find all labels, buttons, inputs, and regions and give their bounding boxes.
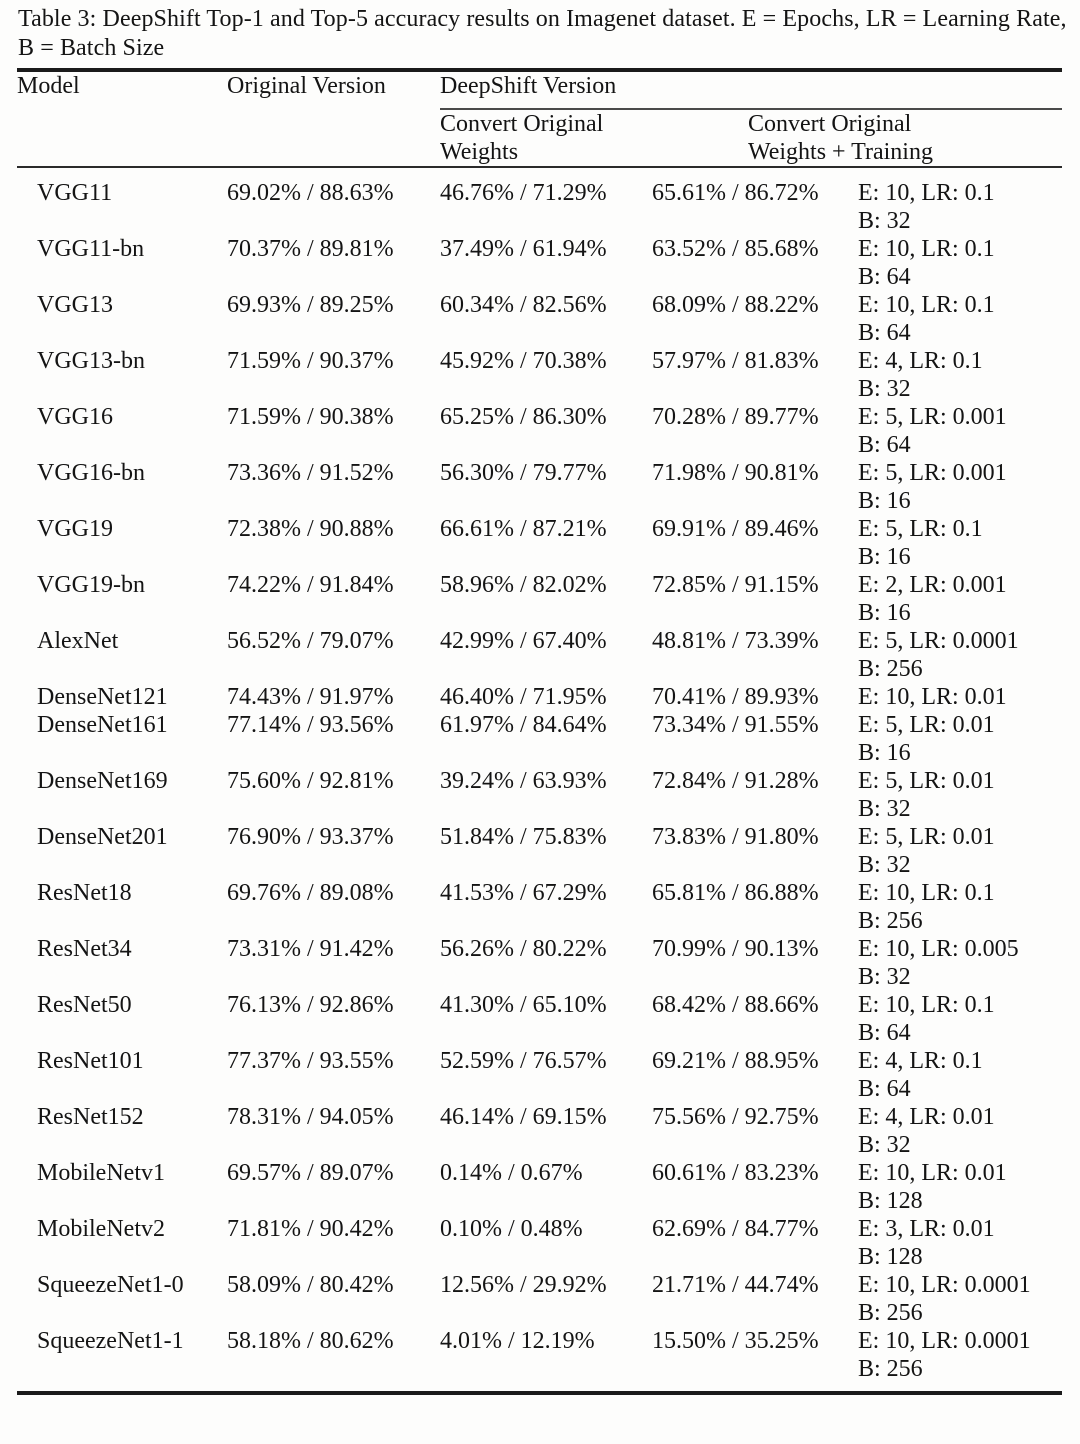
table-row (17, 515, 1062, 571)
document-page (0, 5, 1080, 1395)
col-header-convert-weights-training (652, 109, 1062, 167)
model-cell: ResNet101 (37, 1048, 144, 1074)
convert-train-cell: 73.83% / 91.80% (652, 824, 819, 850)
hyperparams-cell (858, 1271, 1062, 1327)
hyper-line-batch: B: 32 (858, 208, 911, 234)
hyper-line-batch: B: 32 (858, 964, 911, 990)
model-cell: VGG19-bn (37, 572, 145, 598)
original-version-cell: 77.14% / 93.56% (227, 712, 394, 738)
hyper-line-batch: B: 16 (858, 488, 911, 514)
hyper-line-batch: B: 256 (858, 908, 923, 934)
convert-weights-cell: 46.40% / 71.95% (440, 684, 607, 710)
hyper-line-batch: B: 128 (858, 1244, 923, 1270)
model-cell: SqueezeNet1-0 (37, 1272, 184, 1298)
convert-weights-cell: 56.30% / 79.77% (440, 460, 607, 486)
hyper-line-epochs-lr: E: 10, LR: 0.01 (858, 1160, 1007, 1186)
table-row (17, 403, 1062, 459)
convert-train-cell: 69.91% / 89.46% (652, 516, 819, 542)
original-version-cell: 74.43% / 91.97% (227, 684, 394, 710)
hyper-line-batch: B: 32 (858, 376, 911, 402)
hyperparams-cell (858, 403, 1062, 459)
convert-weights-cell: 41.53% / 67.29% (440, 880, 607, 906)
convert-weights-cell: 60.34% / 82.56% (440, 292, 607, 318)
original-version-cell: 77.37% / 93.55% (227, 1048, 394, 1074)
original-version-cell: 58.09% / 80.42% (227, 1272, 394, 1298)
convert-train-cell: 75.56% / 92.75% (652, 1104, 819, 1130)
hyper-line-epochs-lr: E: 10, LR: 0.1 (858, 292, 995, 318)
hyper-line-epochs-lr: E: 10, LR: 0.0001 (858, 1328, 1031, 1354)
table-row (17, 571, 1062, 627)
convert-train-cell: 65.81% / 86.88% (652, 880, 819, 906)
original-version-cell: 72.38% / 90.88% (227, 516, 394, 542)
model-cell: MobileNetv1 (37, 1160, 165, 1186)
convert-weights-cell: 46.14% / 69.15% (440, 1104, 607, 1130)
convert-weights-cell: 66.61% / 87.21% (440, 516, 607, 542)
hyperparams-cell (858, 459, 1062, 515)
convert-weights-cell: 12.56% / 29.92% (440, 1272, 607, 1298)
convert-train-cell: 65.61% / 86.72% (652, 180, 819, 206)
convert-weights-cell: 45.92% / 70.38% (440, 348, 607, 374)
hyper-line-epochs-lr: E: 4, LR: 0.1 (858, 348, 983, 374)
model-cell: ResNet152 (37, 1104, 144, 1130)
model-cell: MobileNetv2 (37, 1216, 165, 1242)
table-body (17, 167, 1062, 1393)
model-cell: VGG19 (37, 516, 113, 542)
hyperparams-cell (858, 1103, 1062, 1159)
hyper-line-epochs-lr: E: 10, LR: 0.01 (858, 684, 1007, 710)
original-version-cell: 78.31% / 94.05% (227, 1104, 394, 1130)
table-row (17, 1215, 1062, 1271)
hyperparams-cell (858, 1047, 1062, 1103)
original-version-cell: 69.76% / 89.08% (227, 880, 394, 906)
hyper-line-epochs-lr: E: 10, LR: 0.1 (858, 236, 995, 262)
hyper-line-epochs-lr: E: 5, LR: 0.001 (858, 460, 1007, 486)
col-header-model: Model (17, 70, 227, 167)
header-row-groups (17, 70, 1062, 109)
hyper-line-epochs-lr: E: 10, LR: 0.1 (858, 880, 995, 906)
hyper-line-batch: B: 64 (858, 1076, 911, 1102)
model-cell: DenseNet121 (37, 684, 168, 710)
col-header-convert-weights-training-label: Convert Original Weights + Training (748, 111, 933, 165)
table-row (17, 1271, 1062, 1327)
table-row (17, 711, 1062, 767)
table-row (17, 935, 1062, 991)
model-cell: DenseNet201 (37, 824, 168, 850)
model-cell: DenseNet169 (37, 768, 168, 794)
col-header-deepshift-version: DeepShift Version (440, 70, 1062, 109)
convert-train-cell: 60.61% / 83.23% (652, 1160, 819, 1186)
hyper-line-batch: B: 256 (858, 656, 923, 682)
model-cell: DenseNet161 (37, 712, 168, 738)
hyper-line-batch: B: 256 (858, 1300, 923, 1326)
convert-train-cell: 70.28% / 89.77% (652, 404, 819, 430)
model-cell: ResNet34 (37, 936, 132, 962)
model-cell: VGG11 (37, 180, 113, 206)
hyper-line-epochs-lr: E: 3, LR: 0.01 (858, 1216, 995, 1242)
model-cell: VGG16 (37, 404, 113, 430)
hyper-line-epochs-lr: E: 5, LR: 0.0001 (858, 628, 1019, 654)
hyperparams-cell (858, 823, 1062, 879)
convert-weights-cell: 42.99% / 67.40% (440, 628, 607, 654)
table-row (17, 627, 1062, 683)
hyperparams-cell (858, 767, 1062, 823)
table-header (17, 70, 1062, 167)
original-version-cell: 75.60% / 92.81% (227, 768, 394, 794)
hyperparams-cell (858, 627, 1062, 683)
hyper-line-epochs-lr: E: 5, LR: 0.01 (858, 824, 995, 850)
table-row (17, 167, 1062, 235)
hyperparams-cell (858, 347, 1062, 403)
hyper-line-epochs-lr: E: 4, LR: 0.01 (858, 1104, 995, 1130)
hyper-line-batch: B: 32 (858, 796, 911, 822)
convert-weights-cell: 52.59% / 76.57% (440, 1048, 607, 1074)
convert-train-cell: 63.52% / 85.68% (652, 236, 819, 262)
table-row (17, 1159, 1062, 1215)
hyper-line-batch: B: 32 (858, 852, 911, 878)
table-row (17, 347, 1062, 403)
table-row (17, 1103, 1062, 1159)
hyperparams-cell (858, 235, 1062, 291)
hyper-line-batch: B: 64 (858, 264, 911, 290)
convert-weights-cell: 51.84% / 75.83% (440, 824, 607, 850)
hyper-line-epochs-lr: E: 5, LR: 0.1 (858, 516, 983, 542)
col-header-convert-weights-label: Convert Original Weights (440, 111, 604, 165)
convert-weights-cell: 0.14% / 0.67% (440, 1160, 583, 1186)
hyper-line-batch: B: 128 (858, 1188, 923, 1214)
original-version-cell: 76.13% / 92.86% (227, 992, 394, 1018)
convert-weights-cell: 58.96% / 82.02% (440, 572, 607, 598)
convert-train-cell: 57.97% / 81.83% (652, 348, 819, 374)
hyperparams-cell (858, 1159, 1062, 1215)
model-cell: VGG13-bn (37, 348, 145, 374)
hyper-line-epochs-lr: E: 10, LR: 0.1 (858, 992, 995, 1018)
model-cell: SqueezeNet1-1 (37, 1328, 184, 1354)
hyper-line-batch: B: 16 (858, 544, 911, 570)
hyper-line-batch: B: 256 (858, 1356, 923, 1382)
hyperparams-cell (858, 167, 1062, 235)
convert-train-cell: 62.69% / 84.77% (652, 1216, 819, 1242)
hyper-line-epochs-lr: E: 10, LR: 0.0001 (858, 1272, 1031, 1298)
hyperparams-cell (858, 291, 1062, 347)
convert-train-cell: 70.99% / 90.13% (652, 936, 819, 962)
hyper-line-batch: B: 32 (858, 1132, 911, 1158)
hyper-line-batch: B: 16 (858, 740, 911, 766)
hyperparams-cell (858, 991, 1062, 1047)
hyperparams-cell (858, 683, 1062, 711)
hyperparams-cell (858, 711, 1062, 767)
hyperparams-cell (858, 515, 1062, 571)
hyper-line-epochs-lr: E: 5, LR: 0.001 (858, 404, 1007, 430)
convert-weights-cell: 37.49% / 61.94% (440, 236, 607, 262)
convert-train-cell: 68.42% / 88.66% (652, 992, 819, 1018)
table-row (17, 459, 1062, 515)
hyperparams-cell (858, 935, 1062, 991)
convert-train-cell: 21.71% / 44.74% (652, 1272, 819, 1298)
convert-weights-cell: 4.01% / 12.19% (440, 1328, 595, 1354)
model-cell: ResNet50 (37, 992, 132, 1018)
original-version-cell: 73.31% / 91.42% (227, 936, 394, 962)
hyper-line-epochs-lr: E: 4, LR: 0.1 (858, 1048, 983, 1074)
table-row (17, 683, 1062, 711)
hyperparams-cell (858, 879, 1062, 935)
convert-weights-cell: 56.26% / 80.22% (440, 936, 607, 962)
hyper-line-epochs-lr: E: 2, LR: 0.001 (858, 572, 1007, 598)
convert-train-cell: 70.41% / 89.93% (652, 684, 819, 710)
model-cell: VGG16-bn (37, 460, 145, 486)
hyper-line-epochs-lr: E: 10, LR: 0.1 (858, 180, 995, 206)
original-version-cell: 71.81% / 90.42% (227, 1216, 394, 1242)
convert-train-cell: 72.85% / 91.15% (652, 572, 819, 598)
table-row (17, 991, 1062, 1047)
hyper-line-batch: B: 64 (858, 1020, 911, 1046)
table-row (17, 1047, 1062, 1103)
original-version-cell: 58.18% / 80.62% (227, 1328, 394, 1354)
original-version-cell: 69.02% / 88.63% (227, 180, 394, 206)
results-table (17, 68, 1062, 1395)
table-caption: Table 3: DeepShift Top-1 and Top-5 accuracy results on Imagenet dataset. E = Epochs, LR = Learning Rate, B = Batch Size (18, 6, 1067, 61)
col-header-convert-weights (440, 109, 652, 167)
model-cell: VGG11-bn (37, 236, 145, 262)
hyper-line-epochs-lr: E: 5, LR: 0.01 (858, 768, 995, 794)
original-version-cell: 70.37% / 89.81% (227, 236, 394, 262)
convert-train-cell: 15.50% / 35.25% (652, 1328, 819, 1354)
hyper-line-batch: B: 16 (858, 600, 911, 626)
hyper-line-batch: B: 64 (858, 320, 911, 346)
convert-weights-cell: 41.30% / 65.10% (440, 992, 607, 1018)
original-version-cell: 71.59% / 90.38% (227, 404, 394, 430)
convert-weights-cell: 39.24% / 63.93% (440, 768, 607, 794)
table-row (17, 823, 1062, 879)
table-row (17, 767, 1062, 823)
table-row (17, 235, 1062, 291)
convert-train-cell: 68.09% / 88.22% (652, 292, 819, 318)
convert-train-cell: 72.84% / 91.28% (652, 768, 819, 794)
convert-weights-cell: 65.25% / 86.30% (440, 404, 607, 430)
table-row (17, 879, 1062, 935)
hyper-line-batch: B: 64 (858, 432, 911, 458)
model-cell: VGG13 (37, 292, 113, 318)
table-row (17, 1327, 1062, 1393)
original-version-cell: 74.22% / 91.84% (227, 572, 394, 598)
original-version-cell: 73.36% / 91.52% (227, 460, 394, 486)
hyper-line-epochs-lr: E: 5, LR: 0.01 (858, 712, 995, 738)
hyperparams-cell (858, 1215, 1062, 1271)
original-version-cell: 71.59% / 90.37% (227, 348, 394, 374)
convert-train-cell: 48.81% / 73.39% (652, 628, 819, 654)
convert-train-cell: 73.34% / 91.55% (652, 712, 819, 738)
hyperparams-cell (858, 1327, 1062, 1393)
original-version-cell: 69.93% / 89.25% (227, 292, 394, 318)
table-row (17, 291, 1062, 347)
convert-weights-cell: 46.76% / 71.29% (440, 180, 607, 206)
col-header-original-version: Original Version (227, 70, 440, 167)
original-version-cell: 56.52% / 79.07% (227, 628, 394, 654)
convert-weights-cell: 0.10% / 0.48% (440, 1216, 583, 1242)
convert-train-cell: 71.98% / 90.81% (652, 460, 819, 486)
original-version-cell: 69.57% / 89.07% (227, 1160, 394, 1186)
model-cell: ResNet18 (37, 880, 132, 906)
original-version-cell: 76.90% / 93.37% (227, 824, 394, 850)
hyper-line-epochs-lr: E: 10, LR: 0.005 (858, 936, 1019, 962)
hyperparams-cell (858, 571, 1062, 627)
convert-train-cell: 69.21% / 88.95% (652, 1048, 819, 1074)
convert-weights-cell: 61.97% / 84.64% (440, 712, 607, 738)
model-cell: AlexNet (37, 628, 119, 654)
